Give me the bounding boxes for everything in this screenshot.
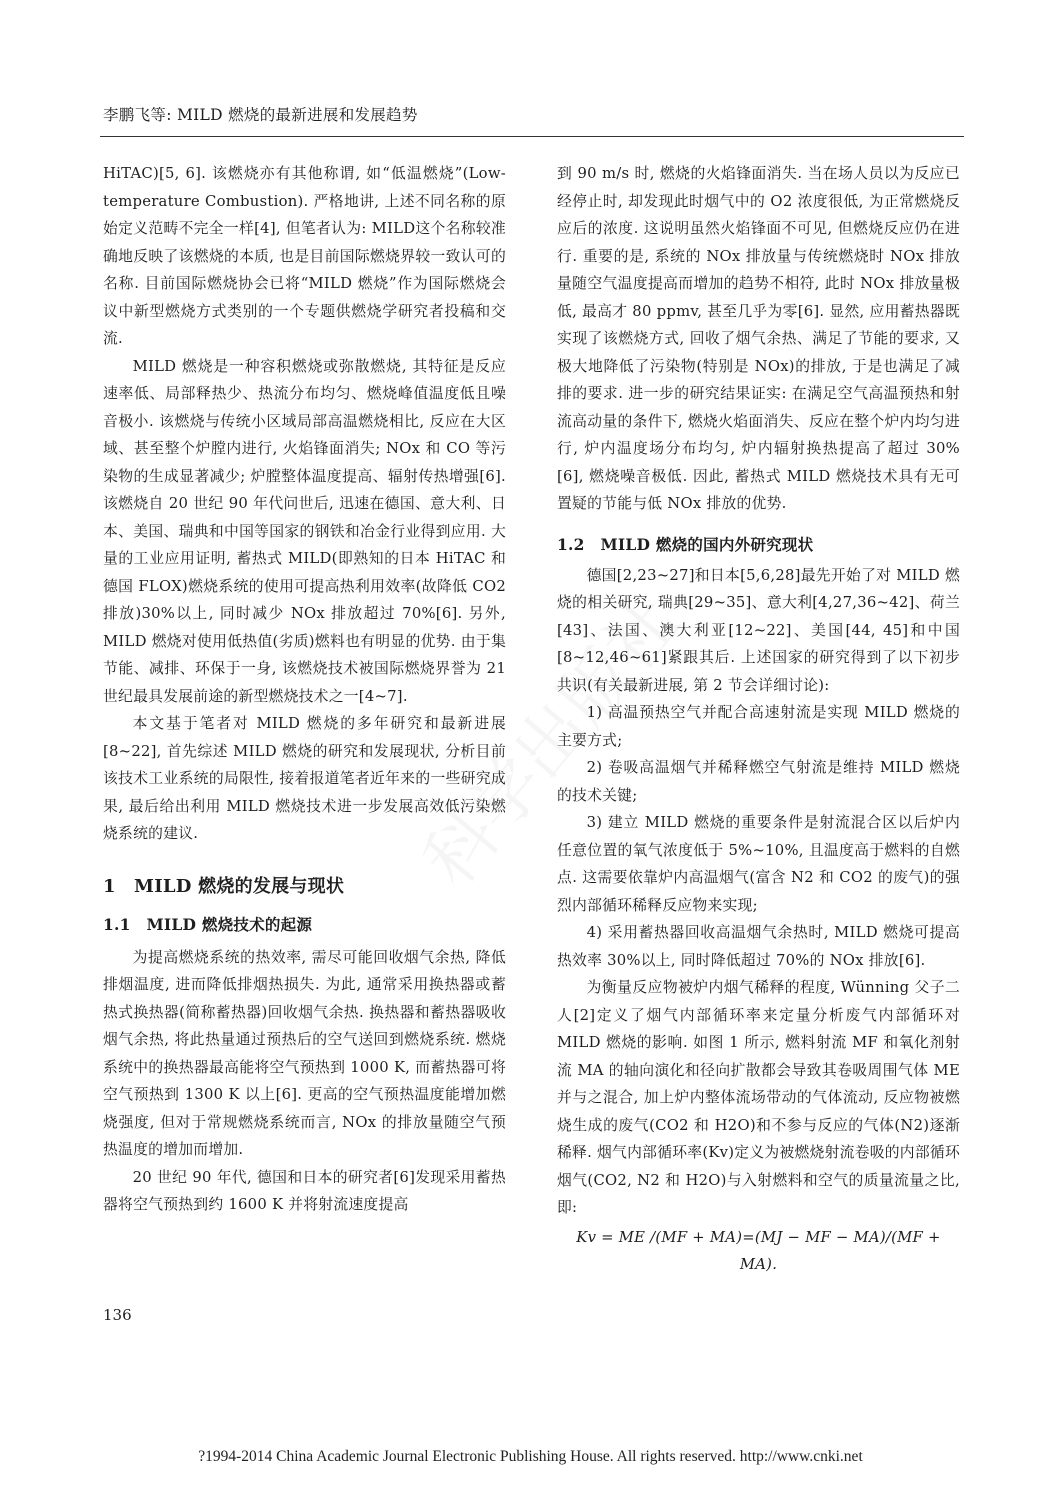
page-number: 136 [103,1306,132,1324]
list-item: 1) 高温预热空气并配合高速射流是实现 MILD 燃烧的主要方式; [557,704,960,749]
paragraph: 20 世纪 90 年代, 德国和日本的研究者[6]发现采用蓄热器将空气预热到约 1600 K 并将射流速度提高 [103,1168,506,1213]
list-item: 4) 采用蓄热器回收高温烟气余热时, MILD 燃烧可提高热效率 30%以上, 同时降低超过 70%的 NOx 排放[6]. [557,924,960,969]
list-item: 3) 建立 MILD 燃烧的重要条件是射流混合区以后炉内任意位置的氧气浓度低于 5%~10%, 且温度高于燃料的自燃点. 这需要依靠炉内高温烟气(富含 N2 和 CO2 的废气)的强烈内部循环稀释反应物来实现; [557,814,960,914]
header-rule [100,136,964,137]
paragraph: MILD 燃烧是一种容积燃烧或弥散燃烧, 其特征是反应速率低、局部释热少、热流分布均匀、燃烧峰值温度低且噪音极小. 该燃烧与传统小区域局部高温燃烧相比, 反应在大区域、甚至整个炉膛内进行, 火焰锋面消失; NOx 和 CO 等污染物的生成显著减少; 炉膛整体温度提高、辐射传热增强[6]. 该燃烧自 20 世纪 90 年代问世后, 迅速在德国、意大利、日本、美国、瑞典和中国等国家的钢铁和冶金行业得到应用. 大量的工业应用证明, 蓄热式 MILD(即熟知的日本 HiTAC 和德国 FLOX)燃烧系统的使用可提高热利用效率(故降低 CO2 排放)30%以上, 同时减少 NOx 排放超过 70%[6]. 另外, MILD 燃烧对使用低热值(劣质)燃料也有明显的优势. 由于集节能、减排、环保于一身, 该燃烧技术被国际燃烧界誉为 21 世纪最具发展前途的新型燃烧技术之一[4~7]. [103,357,506,705]
running-title: 李鹏飞等: MILD 燃烧的最新进展和发展趋势 [103,106,418,124]
left-column [103,160,506,1219]
paragraph: 本文基于笔者对 MILD 燃烧的多年研究和最新进展[8~22], 首先综述 MILD 燃烧的研究和发展现状, 分析目前该技术工业系统的局限性, 接着报道笔者近年来的一些研究成果, 最后给出利用 MILD 燃烧技术进一步发展高效低污染燃烧系统的建议. [103,715,506,842]
paragraph: 到 90 m/s 时, 燃烧的火焰锋面消失. 当在场人员以为反应已经停止时, 却发现此时烟气中的 O2 浓度很低, 为正常燃烧反应后的浓度. 这说明虽然火焰锋面不可见, 但燃烧反应仍在进行. 重要的是, 系统的 NOx 排放量与传统燃烧时 NOx 排放量随空气温度提高而增加的趋势不相符, 此时 NOx 排放量极低, 最高才 80 ppmv, 甚至几乎为零[6]. 显然, 应用蓄热器既实现了该燃烧方式, 回收了烟气余热、满足了节能的要求, 又极大地降低了污染物(特别是 NOx)的排放, 于是也满足了减排的要求. 进一步的研究结果证实: 在满足空气高温预热和射流高动量的条件下, 燃烧火焰面消失、反应在整个炉内均匀进行, 炉内温度场分布均匀, 炉内辐射换热提高了超过 30% [6], 燃烧噪音极低. 因此, 蓄热式 MILD 燃烧技术具有无可置疑的节能与低 NOx 排放的优势. [557,165,960,512]
list-item: 2) 卷吸高温烟气并稀释燃空气射流是维持 MILD 燃烧的技术关键; [557,759,960,804]
equation: Kv = ME /(MF + MA)=(MJ − MF − MA)/(MF + MA). [576,1228,941,1273]
paragraph: 德国[2,23~27]和日本[5,6,28]最先开始了对 MILD 燃烧的相关研究, 瑞典[29~35]、意大利[4,27,36~42]、荷兰[43]、法国、澳大利亚[12~22]、美国[44, 45]和中国[8~12,46~61]紧跟其后. 上述国家的研究得到了以下初步共识(有关最新进展, 第 2 节会详细讨论): [557,566,960,694]
section-heading: 1 MILD 燃烧的发展与现状 [103,875,345,897]
paragraph: HiTAC)[5, 6]. 该燃烧亦有其他称谓, 如“低温燃烧”(Low-temperature Combustion). 严格地讲, 上述不同名称的原始定义范畴不完全一样[4], 但笔者认为: MILD这个名称较准确地反映了该燃烧的本质, 也是目前国际燃烧界较一致认可的名称. 目前国际燃烧协会已将“MILD 燃烧”作为国际燃烧会议中新型燃烧方式类别的一个专题供燃烧学研究者投稿和交流. [103,165,506,347]
copyright-footer: ?1994-2014 China Academic Journal Electronic Publishing House. All rights reserved. http://www.cnki.net [198,1448,863,1465]
right-column [557,160,960,1279]
subsection-heading: 1.2 MILD 燃烧的国内外研究现状 [557,534,814,554]
paragraph: 为提高燃烧系统的热效率, 需尽可能回收烟气余热, 降低排烟温度, 进而降低排烟热损失. 为此, 通常采用换热器或蓄热式换热器(简称蓄热器)回收烟气余热. 换热器和蓄热器吸收烟气余热, 将此热量通过预热后的空气送回到燃烧系统. 燃烧系统中的换热器最高能将空气预热到 1000 K, 而蓄热器可将空气预热到 1300 K 以上[6]. 更高的空气预热温度能增加燃烧强度, 但对于常规燃烧系统而言, NOx 的排放量随空气预热温度的增加而增加. [103,948,506,1158]
subsection-heading: 1.1 MILD 燃烧技术的起源 [103,914,313,934]
paragraph: 为衡量反应物被炉内烟气稀释的程度, Wünning 父子二人[2]定义了烟气内部循环率来定量分析废气内部循环对 MILD 燃烧的影响. 如图 1 所示, 燃料射流 MF 和氧化剂射流 MA 的轴向演化和径向扩散都会导致其卷吸周围气体 ME 并与之混合, 加上炉内整体流场带动的气体流动, 反应物被燃烧生成的废气(CO2 和 H2O)和不参与反应的气体(N2)逐渐稀释. 烟气内部循环率(Kv)定义为被燃烧射流卷吸的内部循环烟气(CO2, N2 和 H2O)与入射燃料和空气的质量流量之比, 即: [557,979,960,1216]
